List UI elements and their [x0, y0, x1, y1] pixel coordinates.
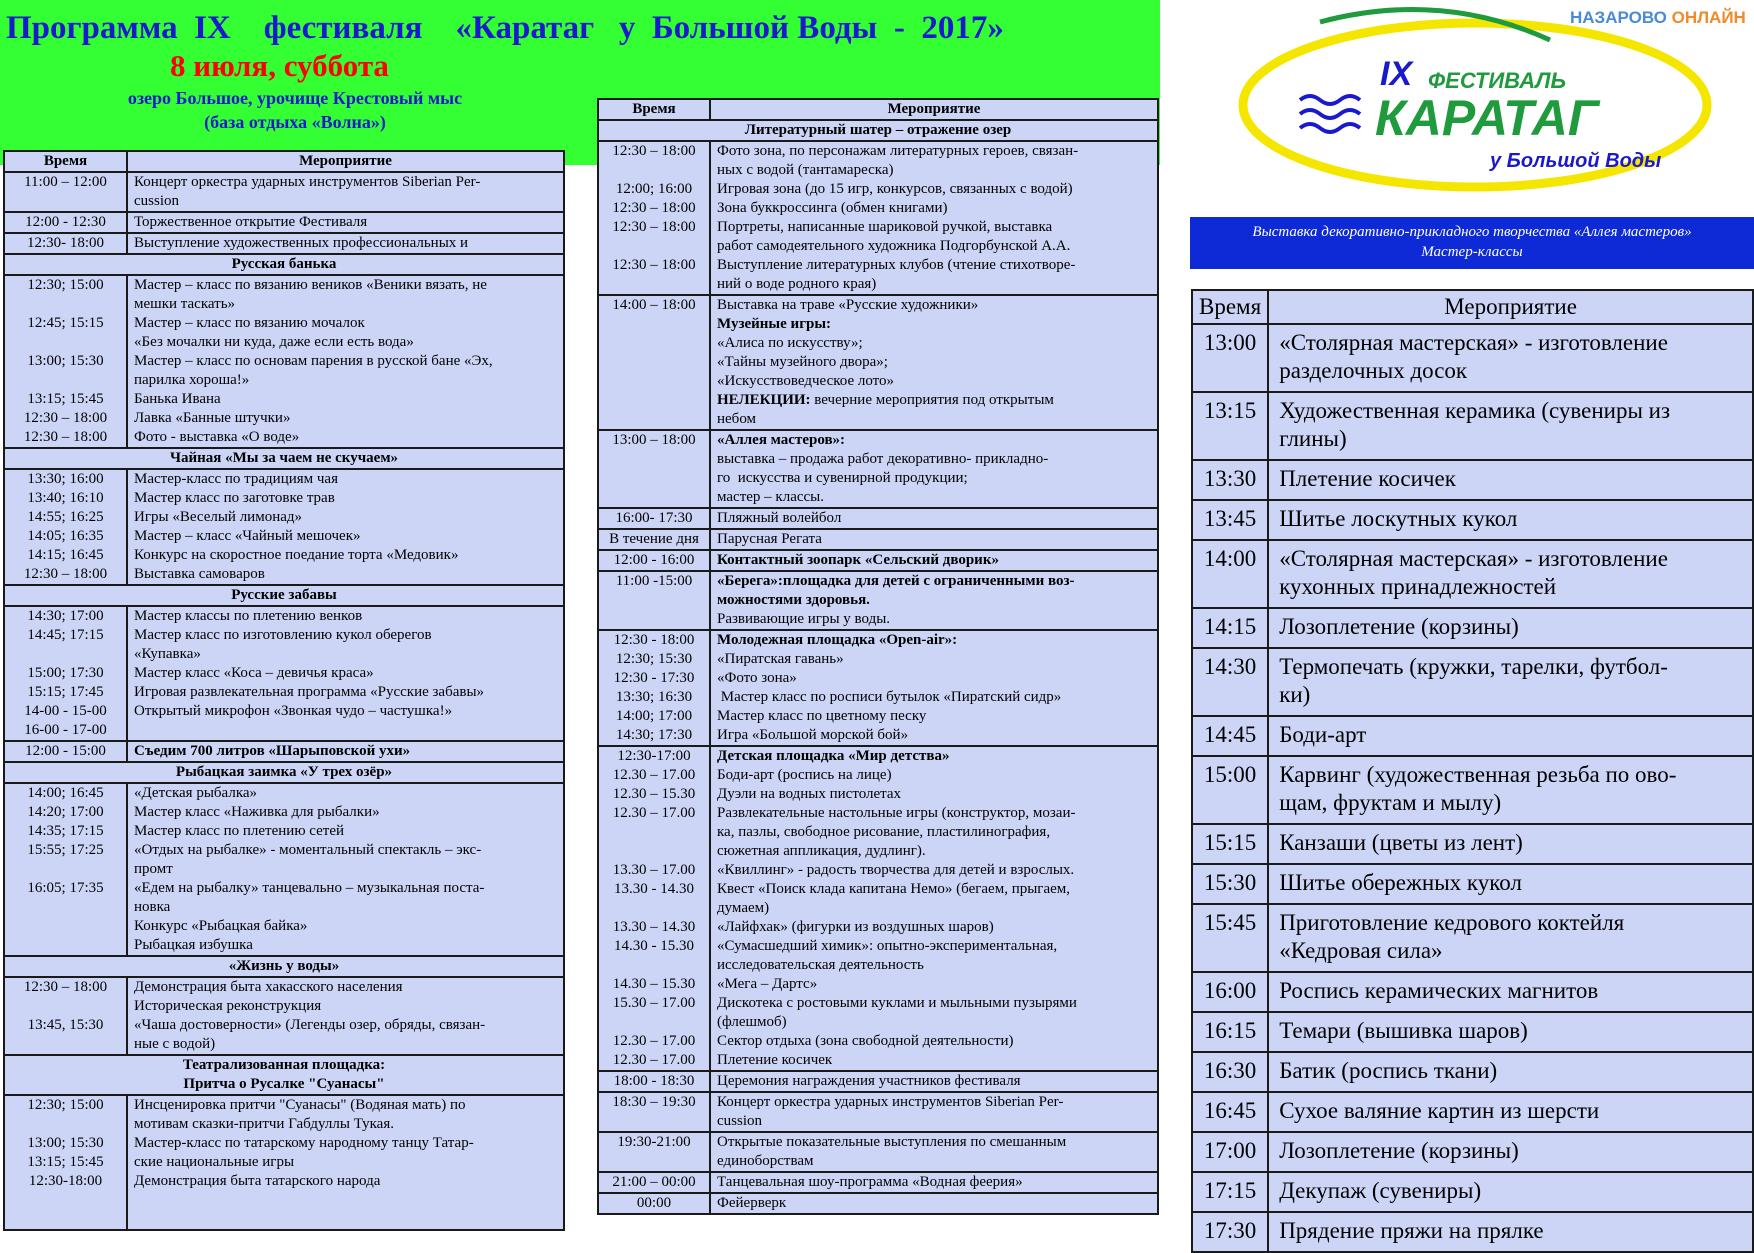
table-row: [1192, 824, 1753, 864]
event-line: «Сумасшедший химик»: опытно-экспериментальная,: [717, 938, 1058, 954]
time-cell: 13:15: [1192, 392, 1268, 460]
time-cell: 12:30- 18:00: [4, 233, 127, 254]
time-cell: 18:30 – 19:30: [598, 1092, 710, 1132]
event-cell: [710, 571, 1158, 630]
event-line: го искусства и сувенирной продукции;: [717, 470, 968, 486]
event-line: «Фото зона»: [717, 670, 797, 686]
table-row: [1192, 1092, 1753, 1132]
time-cell: 12:30 – 18:00 12:00; 16:00 12:30 – 18:00 12:30 – 18:00 12:30 – 18:00: [598, 141, 710, 295]
time-cell: 13:45: [1192, 500, 1268, 540]
table-row: [4, 469, 564, 585]
table-row: [4, 977, 564, 1055]
middle-schedule-table: [597, 98, 1159, 1215]
event-line: «Алиса по искусству»;: [717, 335, 863, 351]
event-cell: Роспись керамических магнитов: [1268, 972, 1753, 1012]
table-row: [1192, 500, 1753, 540]
table-row: [598, 295, 1158, 430]
table-row: [598, 1071, 1158, 1092]
time-cell: 12:30 – 18:00 13:45, 15:30: [4, 977, 127, 1055]
time-cell: 15:30: [1192, 864, 1268, 904]
time-cell: 16:30: [1192, 1052, 1268, 1092]
table-row: [1192, 1212, 1753, 1252]
time-cell: 13:30; 16:00 13:40; 16:10 14:55; 16:25 14:05; 16:35 14:15; 16:45 12:30 – 18:00: [4, 469, 127, 585]
event-cell: «Детская рыбалка» Мастер класс «Наживка для рыбалки» Мастер класс по плетению сетей «Отдых на рыбалке» - моментальный спектакль – экс- промт «Едем на рыбалку» танцевально – музыкальная поста- новка Конкурс «Рыбацкая байка» Рыбацкая избушка: [127, 783, 564, 956]
mid-col-time-header: Время: [598, 99, 710, 120]
event-line: «Искусствоведческое лото»: [717, 373, 894, 389]
time-cell: 19:30-21:00: [598, 1132, 710, 1172]
event-cell: Мастер классы по плетению венков Мастер класс по изготовлению кукол оберегов «Купавка» Мастер класс «Коса – девичья краса» Игровая развлекательная программа «Русские забавы» Открытый микрофон «Звонкая чудо – частушка!»: [127, 606, 564, 741]
event-cell: Шитье лоскутных кукол: [1268, 500, 1753, 540]
location-line-2: (база отдыха «Волна»): [204, 112, 386, 132]
time-cell: 13:00: [1192, 324, 1268, 392]
mid-schedule-body: [598, 120, 1158, 1214]
table-row: [4, 762, 564, 783]
event-line: Мастер класс по цветному песку: [717, 708, 927, 724]
event-cell: Карвинг (художественная резьба по ово- щам, фруктам и мылу): [1268, 756, 1753, 824]
watermark-part-1: НАЗАРОВО: [1570, 8, 1667, 27]
time-cell: 13:30: [1192, 460, 1268, 500]
section-heading: Русская банька: [4, 254, 564, 275]
table-row: [1192, 1172, 1753, 1212]
time-cell: 14:00 – 18:00: [598, 295, 710, 430]
event-line: «Аллея мастеров»:: [717, 432, 846, 448]
event-cell: Концерт оркестра ударных инструментов Siberian Per- cussion: [710, 1092, 1158, 1132]
event-cell: Канзаши (цветы из лент): [1268, 824, 1753, 864]
table-row: [598, 746, 1158, 1071]
table-row: [4, 1095, 564, 1230]
table-row: [1192, 716, 1753, 756]
event-cell: Приготовление кедрового коктейля «Кедровая сила»: [1268, 904, 1753, 972]
event-line: (флешмоб): [717, 1014, 787, 1030]
section-heading: Чайная «Мы за чаем не скучаем»: [4, 448, 564, 469]
time-cell: 17:00: [1192, 1132, 1268, 1172]
table-row: [1192, 392, 1753, 460]
event-line: Развлекательные настольные игры (конструктор, мозаи-: [717, 805, 1076, 821]
event-cell: Мастер – класс по вязанию веников «Веники вязать, не мешки таскать» Мастер – класс по вязанию мочалок «Без мочалки ни куда, даже если есть вода» Мастер – класс по основам парения в русской бане «Эх, парилка хороша!» Банька Ивана Лавка «Банные штучки» Фото - выставка «О воде»: [127, 275, 564, 448]
time-cell: 13:00 – 18:00: [598, 430, 710, 508]
page-title: Программа IX фестиваля «Каратаг у Большой Воды - 2017»: [6, 10, 1004, 46]
table-row: [4, 448, 564, 469]
event-line: Квест «Поиск клада капитана Немо» (бегаем, прыгаем,: [717, 881, 1071, 897]
event-cell: Инсценировка притчи "Суанасы" (Водяная мать) по мотивам сказки-притчи Габдуллы Тукая. Мастер-класс по татарскому народному танцу Татар- ские национальные игры Демонстрация быта татарского народа: [127, 1095, 564, 1230]
logo-karatag: КАРАТАГ: [1375, 90, 1599, 146]
time-cell: 12:30-17:00 12.30 – 17.00 12.30 – 15.30 12.30 – 17.00 13.30 – 17.00 13.30 - 14.30 13.30 – 14.30 14.30 - 15.30 14.30 – 15.30 15.30 – 17.00 12.30 – 17.00 12.30 – 17.00: [598, 746, 710, 1071]
table-row: [598, 1193, 1158, 1214]
event-cell: Батик (роспись ткани): [1268, 1052, 1753, 1092]
table-row: [598, 120, 1158, 141]
time-cell: 15:15: [1192, 824, 1268, 864]
wave-icon: [1300, 96, 1360, 132]
logo-subtitle: у Большой Воды: [1490, 150, 1662, 172]
table-row: [1192, 608, 1753, 648]
event-cell: [710, 295, 1158, 430]
logo-ix: IX: [1380, 55, 1413, 93]
event-cell: Декупаж (сувениры): [1268, 1172, 1753, 1212]
event-line: Выставка на траве «Русские художники»: [717, 297, 979, 313]
event-cell: Танцевальная шоу-программа «Водная феерия»: [710, 1172, 1158, 1193]
table-row: [598, 630, 1158, 746]
time-cell: 14:00; 16:45 14:20; 17:00 14:35; 17:15 15:55; 17:25 16:05; 17:35: [4, 783, 127, 956]
table-row: [4, 212, 564, 233]
time-cell: 15:00: [1192, 756, 1268, 824]
banner-line-1: Выставка декоративно-прикладного творчества «Аллея мастеров»: [1252, 224, 1692, 240]
watermark-part-2: ОНЛАЙН: [1666, 8, 1746, 27]
time-cell: 12:30; 15:00 12:45; 15:15 13:00; 15:30 13:15; 15:45 12:30 – 18:00 12:30 – 18:00: [4, 275, 127, 448]
table-row: [1192, 904, 1753, 972]
event-cell: «Столярная мастерская» - изготовление разделочных досок: [1268, 324, 1753, 392]
event-cell: Термопечать (кружки, тарелки, футбол- ки): [1268, 648, 1753, 716]
event-line: Молодежная площадка «Open-air»:: [717, 632, 958, 648]
table-row: [4, 956, 564, 977]
table-row: [598, 571, 1158, 630]
event-line: «Мега – Дартс»: [717, 976, 818, 992]
event-cell: Шитье обережных кукол: [1268, 864, 1753, 904]
time-cell: 11:00 – 12:00: [4, 172, 127, 212]
event-line: выставка – продажа работ декоративно- прикладно-: [717, 451, 1049, 467]
time-cell: 12:00 - 12:30: [4, 212, 127, 233]
time-cell: 00:00: [598, 1193, 710, 1214]
table-row: [4, 254, 564, 275]
event-line: мастер – классы.: [717, 489, 824, 505]
event-cell: Фейерверк: [710, 1193, 1158, 1214]
event-cell: [710, 630, 1158, 746]
event-line: Сектор отдыха (зона свободной деятельности): [717, 1033, 1014, 1049]
time-cell: 14:30; 17:00 14:45; 17:15 15:00; 17:30 15:15; 17:45 14-00 - 15-00 16-00 - 17-00: [4, 606, 127, 741]
table-row: [1192, 1012, 1753, 1052]
event-cell: [710, 430, 1158, 508]
event-line: «Квиллинг» - радость творчества для детей и взрослых.: [717, 862, 1075, 878]
table-row: [4, 1055, 564, 1095]
table-row: [1192, 648, 1753, 716]
event-line: Музейные игры:: [717, 316, 832, 332]
time-cell: 15:45: [1192, 904, 1268, 972]
event-cell: Сухое валяние картин из шерсти: [1268, 1092, 1753, 1132]
event-line: «Тайны музейного двора»;: [717, 354, 888, 370]
table-row: [1192, 756, 1753, 824]
time-cell: 17:30: [1192, 1212, 1268, 1252]
event-line: ка, пазлы, свободное рисование, пластилинография,: [717, 824, 1051, 840]
event-cell: [710, 746, 1158, 1071]
event-cell: Плетение косичек: [1268, 460, 1753, 500]
table-row: [4, 606, 564, 741]
table-row: [598, 1132, 1158, 1172]
table-row: [1192, 1132, 1753, 1172]
event-cell: «Столярная мастерская» - изготовление кухонных принадлежностей: [1268, 540, 1753, 608]
section-heading: Русские забавы: [4, 585, 564, 606]
masters-alley-banner: [1190, 217, 1754, 269]
section-heading: Литературный шатер – отражение озер: [598, 120, 1158, 141]
event-cell: Торжественное открытие Фестиваля: [127, 212, 564, 233]
banner-line-2: Мастер-классы: [1421, 244, 1523, 260]
event-cell: Открытые показательные выступления по смешанным единоборствам: [710, 1132, 1158, 1172]
left-col-time-header: Время: [4, 151, 127, 172]
time-cell: 21:00 – 00:00: [598, 1172, 710, 1193]
event-cell: Темари (вышивка шаров): [1268, 1012, 1753, 1052]
event-line: небом: [717, 411, 757, 427]
event-cell: Прядение пряжи на прялке: [1268, 1212, 1753, 1252]
table-row: [4, 233, 564, 254]
table-row: [4, 783, 564, 956]
time-cell: 14:00: [1192, 540, 1268, 608]
logo-festival: ФЕСТИВАЛЬ: [1428, 68, 1567, 93]
table-row: [1192, 460, 1753, 500]
table-row: [1192, 540, 1753, 608]
table-row: [4, 275, 564, 448]
time-cell: 16:45: [1192, 1092, 1268, 1132]
event-line: можностями здоровья.: [717, 592, 870, 608]
event-cell: Демонстрация быта хакасского населения Историческая реконструкция «Чаша достоверности» (Легенды озер, обряды, связан- ные с водой): [127, 977, 564, 1055]
event-location: [95, 86, 495, 134]
time-cell: 12:00 - 16:00: [598, 550, 710, 571]
time-cell: 11:00 -15:00: [598, 571, 710, 630]
table-row: [4, 172, 564, 212]
event-cell: Лозоплетение (корзины): [1268, 1132, 1753, 1172]
event-cell: Парусная Регата: [710, 529, 1158, 550]
table-row: [1192, 324, 1753, 392]
table-row: [598, 430, 1158, 508]
event-line: думаем): [717, 900, 770, 916]
event-cell: Лозоплетение (корзины): [1268, 608, 1753, 648]
table-row: [1192, 972, 1753, 1012]
event-cell: Концерт оркестра ударных инструментов Siberian Per- cussion: [127, 172, 564, 212]
left-col-event-header: Мероприятие: [127, 151, 564, 172]
table-row: [4, 741, 564, 762]
table-row: [598, 550, 1158, 571]
event-cell: Художественная керамика (сувениры из глины): [1268, 392, 1753, 460]
event-line: исследовательская деятельность: [717, 957, 924, 973]
table-row: [1192, 864, 1753, 904]
time-cell: 18:00 - 18:30: [598, 1071, 710, 1092]
event-cell: Пляжный волейбол: [710, 508, 1158, 529]
time-cell: 12:30 - 18:00 12:30; 15:30 12:30 - 17:30 13:30; 16:30 14:00; 17:00 14:30; 17:30: [598, 630, 710, 746]
time-cell: 14:30: [1192, 648, 1268, 716]
table-row: [598, 1092, 1158, 1132]
event-line: Детская площадка «Мир детства»: [717, 748, 950, 764]
event-line: Дискотека с ростовыми куклами и мыльными пузырями: [717, 995, 1077, 1011]
event-line: Мастер класс по росписи бутылок «Пиратский сидр»: [717, 689, 1062, 705]
time-cell: В течение дня: [598, 529, 710, 550]
table-row: [4, 585, 564, 606]
table-row: [598, 529, 1158, 550]
event-line: сюжетная аппликация, дудлинг).: [717, 843, 926, 859]
event-cell: Выступление художественных профессиональных и: [127, 233, 564, 254]
master-class-table: [1191, 289, 1754, 1253]
time-cell: 14:45: [1192, 716, 1268, 756]
event-line: Игра «Большой морской бой»: [717, 727, 909, 743]
event-cell: Контактный зоопарк «Сельский дворик»: [710, 550, 1158, 571]
event-line: «Пиратская гавань»: [717, 651, 844, 667]
time-cell: 12:30; 15:00 13:00; 15:30 13:15; 15:45 12:30-18:00: [4, 1095, 127, 1230]
event-line: Боди-арт (роспись на лице): [717, 767, 892, 783]
time-cell: 16:00: [1192, 972, 1268, 1012]
section-heading: Рыбацкая заимка «У трех озёр»: [4, 762, 564, 783]
left-schedule-table: [3, 150, 565, 1231]
mid-col-event-header: Мероприятие: [710, 99, 1158, 120]
event-cell: Мастер-класс по традициям чая Мастер класс по заготовке трав Игры «Веселый лимонад» Мастер – класс «Чайный мешочек» Конкурс на скоростное поедание торта «Медовик» Выставка самоваров: [127, 469, 564, 585]
location-line-1: озеро Большое, урочище Крестовый мыс: [127, 88, 463, 108]
event-cell: Фото зона, по персонажам литературных героев, связан- ных с водой (тантамареска) Игровая зона (до 15 игр, конкурсов, связанных с водой) Зона буккроссинга (обмен книгами) Портреты, написанные шариковой ручкой, выставка работ самодеятельного художника Подгорбунской А.А. Выступление литературных клубов (чтение стихотворе- ний о воде родного края): [710, 141, 1158, 295]
time-cell: 16:00- 17:30: [598, 508, 710, 529]
festival-logo: [1200, 0, 1754, 210]
section-heading: «Жизнь у воды»: [4, 956, 564, 977]
time-cell: 16:15: [1192, 1012, 1268, 1052]
left-schedule-body: [4, 172, 564, 1230]
event-cell: Съедим 700 литров «Шарыповской ухи»: [127, 741, 564, 762]
event-cell: Боди-арт: [1268, 716, 1753, 756]
event-line: «Берега»:площадка для детей с ограниченными воз-: [717, 573, 1075, 589]
section-heading: Театрализованная площадка: Притча о Русалке "Суанасы": [4, 1055, 564, 1095]
event-line: Развивающие игры у воды.: [717, 611, 891, 627]
table-row: [1192, 1052, 1753, 1092]
table-row: [598, 1172, 1158, 1193]
time-cell: 17:15: [1192, 1172, 1268, 1212]
event-cell: Церемония награждения участников фестиваля: [710, 1071, 1158, 1092]
table-row: [598, 141, 1158, 295]
time-cell: 14:15: [1192, 608, 1268, 648]
event-line: Дуэли на водных пистолетах: [717, 786, 902, 802]
event-line: НЕЛЕКЦИИ: вечерние мероприятия под открытым: [717, 392, 1054, 408]
time-cell: 12:00 - 15:00: [4, 741, 127, 762]
right-col-event-header: Мероприятие: [1268, 290, 1753, 324]
event-line: Плетение косичек: [717, 1052, 833, 1068]
table-row: [598, 508, 1158, 529]
master-class-body: [1192, 324, 1753, 1252]
event-line: «Лайфхак» (фигурки из воздушных шаров): [717, 919, 994, 935]
event-date: 8 июля, суббота: [170, 48, 389, 83]
right-col-time-header: Время: [1192, 290, 1268, 324]
